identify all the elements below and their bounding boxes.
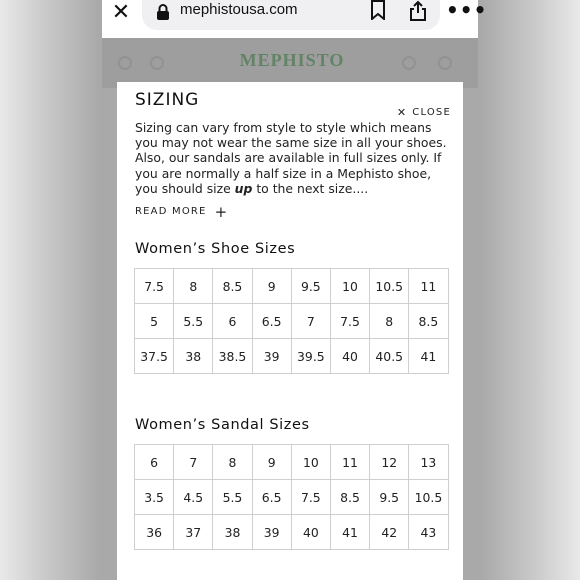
size-cell: 9.5 [370, 480, 409, 515]
size-cell: 8.5 [409, 304, 448, 339]
size-cell: 8.5 [330, 480, 369, 515]
size-cell: 9 [252, 445, 291, 480]
table-row [135, 304, 449, 339]
size-cell: 8.5 [213, 269, 252, 304]
table-row [135, 515, 449, 550]
size-cell: 13 [409, 445, 448, 480]
size-cell: 7.5 [135, 269, 174, 304]
size-cell: 39 [252, 339, 291, 374]
table-row [135, 339, 449, 374]
table-row [135, 480, 449, 515]
size-cell: 7.5 [330, 304, 369, 339]
close-button[interactable] [397, 106, 451, 119]
description-text-end: to the next size.... [252, 180, 369, 196]
size-cell: 10 [291, 445, 330, 480]
size-cell: 10 [330, 269, 369, 304]
size-cell: 41 [409, 339, 448, 374]
browser-toolbar [102, 0, 488, 38]
size-cell: 6.5 [252, 480, 291, 515]
close-tab-icon[interactable]: ✕ [111, 0, 131, 25]
size-cell: 8 [174, 269, 213, 304]
table-row [135, 445, 449, 480]
size-cell: 10.5 [370, 269, 409, 304]
size-cell: 38 [174, 339, 213, 374]
size-cell: 37.5 [135, 339, 174, 374]
size-cell: 5 [135, 304, 174, 339]
close-label: CLOSE [412, 107, 451, 118]
size-cell: 42 [370, 515, 409, 550]
size-cell: 7.5 [291, 480, 330, 515]
size-cell: 11 [409, 269, 448, 304]
size-cell: 6 [135, 445, 174, 480]
size-cell: 3.5 [135, 480, 174, 515]
site-header [102, 38, 478, 88]
size-cell: 8 [370, 304, 409, 339]
size-cell: 36 [135, 515, 174, 550]
read-more-label: READ MORE [135, 206, 207, 217]
lock-icon [156, 3, 170, 21]
sandal-size-table [134, 444, 449, 550]
size-cell: 37 [174, 515, 213, 550]
size-cell: 39 [252, 515, 291, 550]
size-cell: 5.5 [213, 480, 252, 515]
read-more-button[interactable] [135, 202, 229, 221]
account-icon [402, 56, 416, 70]
size-cell: 40.5 [370, 339, 409, 374]
size-cell: 12 [370, 445, 409, 480]
size-cell: 6 [213, 304, 252, 339]
menu-icon [118, 56, 132, 70]
size-cell: 9 [252, 269, 291, 304]
description-text: Sizing can vary from style to style which means you may not wear the same size in all your shoes. Also, our sandals are available in full sizes only. If you are normally a half size in a Mephisto shoe, you should size [135, 120, 447, 196]
size-cell: 8 [213, 445, 252, 480]
share-icon[interactable] [408, 0, 428, 22]
size-cell: 7 [174, 445, 213, 480]
more-options-icon[interactable]: ••• [446, 0, 488, 22]
size-cell: 39.5 [291, 339, 330, 374]
search-icon [150, 56, 164, 70]
plus-icon: + [214, 202, 229, 221]
shoe-size-table [134, 268, 449, 374]
size-cell: 5.5 [174, 304, 213, 339]
address-bar[interactable] [142, 0, 440, 30]
sandal-sizes-title: Women’s Sandal Sizes [135, 417, 310, 433]
url-text: mephistousa.com [180, 1, 298, 18]
size-cell: 11 [330, 445, 369, 480]
size-cell: 7 [291, 304, 330, 339]
size-cell: 10.5 [409, 480, 448, 515]
size-cell: 40 [330, 339, 369, 374]
size-cell: 38 [213, 515, 252, 550]
modal-title: SIZING [135, 90, 200, 110]
size-cell: 4.5 [174, 480, 213, 515]
close-icon: ✕ [396, 106, 408, 119]
size-cell: 40 [291, 515, 330, 550]
sizing-description [135, 120, 453, 196]
size-cell: 41 [330, 515, 369, 550]
sizing-modal [117, 82, 463, 580]
site-logo: MEPHISTO [239, 50, 345, 70]
size-cell: 9.5 [291, 269, 330, 304]
bookmark-icon[interactable] [370, 0, 386, 20]
shoe-sizes-title: Women’s Shoe Sizes [135, 241, 296, 257]
cart-icon [438, 56, 452, 70]
size-cell: 6.5 [252, 304, 291, 339]
table-row [135, 269, 449, 304]
size-cell: 43 [409, 515, 448, 550]
size-cell: 38.5 [213, 339, 252, 374]
description-emphasis: up [234, 180, 253, 196]
